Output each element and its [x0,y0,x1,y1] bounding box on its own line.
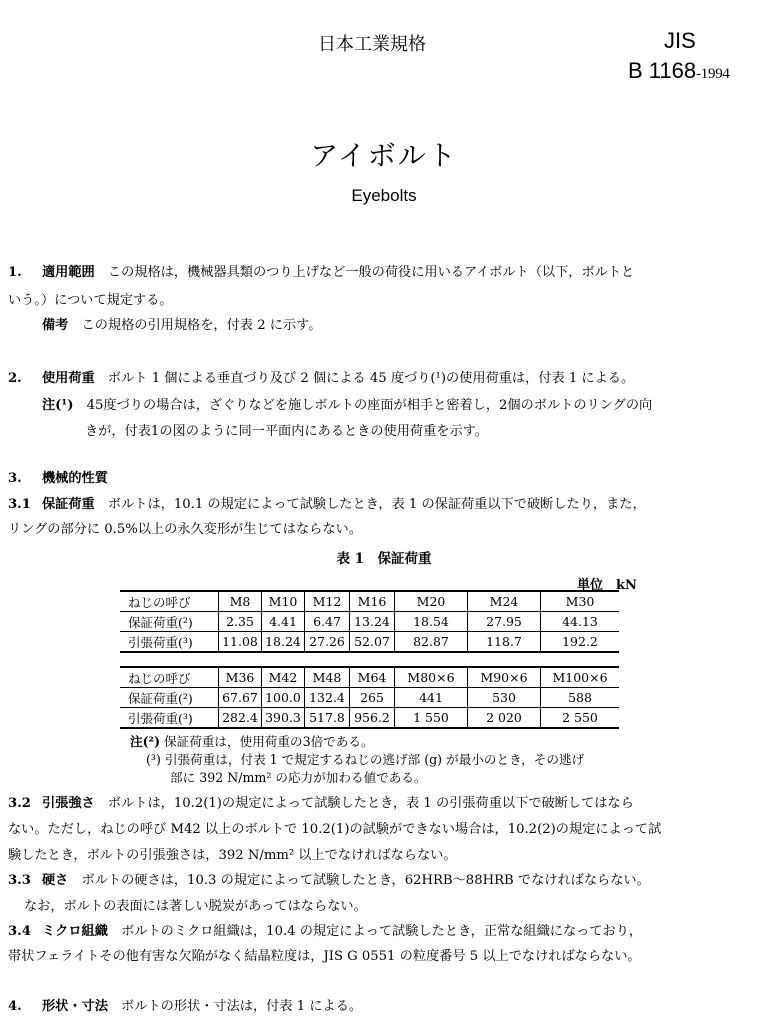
note-text: 保証荷重は，使用荷重の3倍である。 [164,734,374,749]
table-cell: 132.4 [305,688,350,708]
clause-3-4-line-2: 帯状フェライトその他有害な欠陥がなく結晶粒度は，JIS G 0551 の粒度番号 5 以上でなければならない。 [8,949,641,964]
note-text: 引張荷重は，付表 1 で規定するねじの逃げ部 (g) が最小のとき，その逃げ [164,752,585,767]
table-cell: 27.26 [305,632,350,653]
table-cell: ねじの呼び [120,667,219,688]
note-1-line-2: きが，付表1の図のように同一平面内にあるときの使用荷重を示す。 [85,424,488,439]
table-cell: 27.95 [468,612,541,632]
table-cell: 11.08 [219,632,262,653]
table-row [120,688,619,708]
jis-label: JIS [664,28,696,53]
clause-heading: 使用荷重 [42,371,95,386]
clause-heading: 保証荷重 [42,497,95,512]
clause-text: ボルトの形状・寸法は，付表 1 による。 [107,999,363,1014]
clause-text: ボルトは，10.1 の規定によって試験したとき，表 1 の保証荷重以下で破断したり，また， [94,497,646,512]
table-unit: 単位 kN [577,578,637,593]
table-cell: M10 [262,591,305,612]
table-row [120,632,619,653]
clause-number: 4. [8,999,22,1014]
table-cell: 44.13 [541,612,620,632]
proof-load-table-2 [120,666,619,729]
document-title-en: Eyebolts [351,186,417,205]
clause-number: 2. [8,371,22,386]
remark-text: この規格の引用規格を，付表 2 に示す。 [68,318,322,333]
clause-3-3-line-1 [8,874,650,887]
clause-number: 3.4 [8,924,31,939]
clause-4-line-1 [8,1000,362,1013]
table-row [120,612,619,632]
table-cell: 18.54 [395,612,468,632]
proof-load-table-1 [120,590,619,653]
table-cell: M64 [350,667,395,688]
table-cell: 18.24 [262,632,305,653]
table-cell: M24 [468,591,541,612]
table-cell: M16 [350,591,395,612]
clause-number: 3.3 [8,873,31,888]
table-note-3-line-1 [146,754,584,767]
clause-number: 3.2 [8,796,31,811]
table-cell: 118.7 [468,632,541,653]
table-header-row [120,591,619,612]
table-cell: 引張荷重(³) [120,708,219,729]
clause-1-line-2: いう。）について規定する。 [8,293,173,308]
table-cell: 52.07 [350,632,395,653]
clause-text: ボルト 1 個による垂直づり及び 2 個による 45 度づり(¹)の使用荷重は，付表 1 による。 [94,371,635,386]
table-cell: 保証荷重(²) [120,612,219,632]
table-cell: ねじの呼び [120,591,219,612]
clause-number: 3.1 [8,497,31,512]
table-cell: 4.41 [262,612,305,632]
table-cell: 2.35 [219,612,262,632]
table-cell: M30 [541,591,620,612]
clause-heading: 引張強さ [42,796,95,811]
clause-3-2-line-3: 験したとき，ボルトの引張強さは，392 N/mm² 以上でなければならない。 [8,848,457,863]
document-title-ja: アイボルト [310,139,458,172]
table-cell: 6.47 [305,612,350,632]
table-cell: M42 [262,667,305,688]
table-note-2 [130,736,374,749]
table-cell: 1 550 [395,708,468,729]
remark-line [42,319,321,332]
standard-org-label: 日本工業規格 [318,34,426,55]
table-cell: 67.67 [219,688,262,708]
clause-3-2-line-2: ない。ただし，ねじの呼び M42 以上のボルトで 10.2(1)の試験ができない場合は，10.2(2)の規定によって試 [8,822,662,837]
clause-text: ボルトは，10.2(1)の規定によって試験したとき，表 1 の引張荷重以下で破断してはなら [94,796,634,811]
table-row [120,708,619,729]
clause-3-1-line-1 [8,498,646,511]
note-1-line-1 [42,399,652,412]
table-note-3-line-2: 部に 392 N/mm² の応力が加わる値である。 [170,770,427,785]
table-cell: 100.0 [262,688,305,708]
standard-year: -1994 [696,66,730,82]
table-cell: M20 [395,591,468,612]
clause-number: 1. [8,265,22,280]
note-heading: 注(¹) [42,398,74,413]
table-cell: 2 020 [468,708,541,729]
table-cell: 390.3 [262,708,305,729]
table-cell: 588 [541,688,620,708]
clause-3-3-line-2: なお，ボルトの表面には著しい脱炭があってはならない。 [24,899,367,914]
table-cell: 82.87 [395,632,468,653]
clause-text: ボルトの硬さは，10.3 の規定によって試験したとき，62HRB～88HRB でなければならない。 [68,873,650,888]
clause-text: この規格は，機械器具類のつり上げなど一般の荷役に用いるアイボルト（以下，ボルトと [94,265,635,280]
clause-heading: 適用範囲 [42,265,95,280]
remark-heading: 備考 [42,318,69,333]
clause-3-2-line-1 [8,797,634,810]
clause-text: ボルトのミクロ組織は，10.4 の規定によって試験したとき，正常な組織になっており， [107,924,643,939]
clause-2-line-1 [8,372,634,385]
note-heading: (³) [146,752,161,767]
note-text: 45度づりの場合は，ざぐりなどを施しボルトの座面が相手と密着し，2個のボルトのリングの向 [73,398,653,413]
clause-3-4-line-1 [8,925,642,938]
clause-3-1-line-2: リングの部分に 0.5%以上の永久変形が生じてはならない。 [8,522,362,537]
table-cell: M8 [219,591,262,612]
clause-number: 3. [8,471,22,486]
table-cell: M80×6 [395,667,468,688]
table-cell: 保証荷重(²) [120,688,219,708]
table-cell: 530 [468,688,541,708]
table-cell: 517.8 [305,708,350,729]
table-cell: 956.2 [350,708,395,729]
table-cell: 192.2 [541,632,620,653]
clause-heading: 機械的性質 [42,471,108,486]
table-cell: M12 [305,591,350,612]
standard-number [628,58,730,84]
table-cell: M90×6 [468,667,541,688]
clause-heading: 形状・寸法 [42,999,108,1014]
table-cell: M48 [305,667,350,688]
table-cell: 2 550 [541,708,620,729]
table-cell: 引張荷重(³) [120,632,219,653]
table-cell: 282.4 [219,708,262,729]
clause-heading: ミクロ組織 [42,924,108,939]
table-cell: M36 [219,667,262,688]
clause-3-heading [8,472,108,485]
table-header-row [120,667,619,688]
clause-heading: 硬さ [42,873,69,888]
note-heading: 注(²) [130,734,161,749]
table-cell: M100×6 [541,667,620,688]
standard-code: B 1168 [628,58,697,83]
table-title: 表 1 保証荷重 [336,551,432,567]
table-cell: 441 [395,688,468,708]
table-cell: 13.24 [350,612,395,632]
clause-1-line-1 [8,266,634,279]
table-cell: 265 [350,688,395,708]
